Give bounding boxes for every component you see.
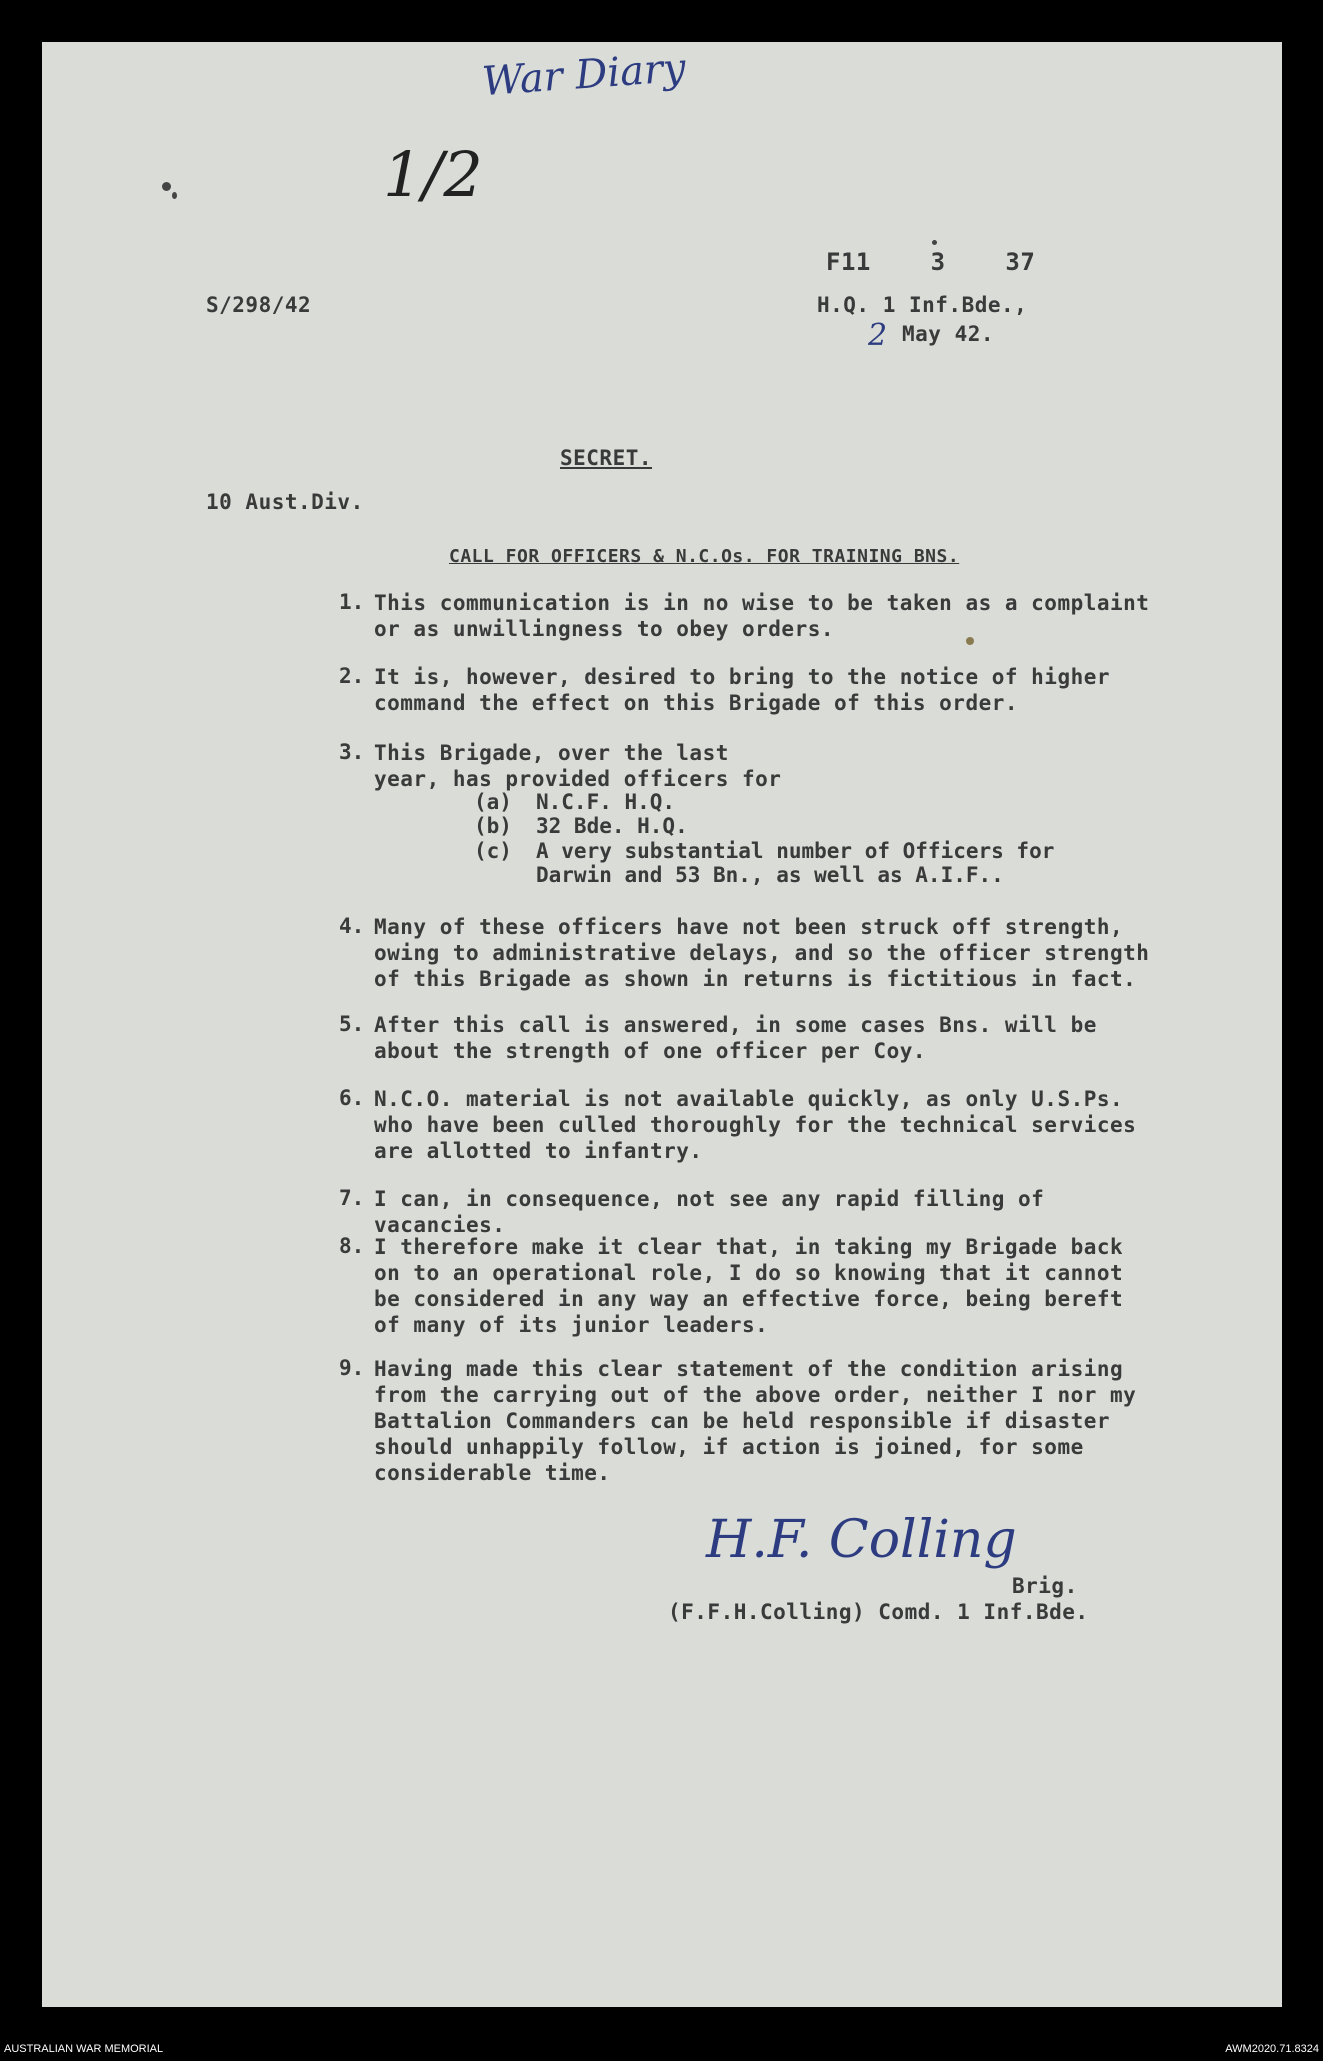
date-line: May 42. <box>902 322 995 346</box>
subitem-label: (a) <box>474 790 512 814</box>
paragraph-number: 9. <box>339 1356 365 1380</box>
subitem-label: (c) <box>474 839 512 863</box>
addressee: 10 Aust.Div. <box>206 490 364 514</box>
paragraph-number: 7. <box>339 1186 365 1210</box>
paragraph-text: Having made this clear statement of the condition arising from the carrying out of the above order, neither I nor my Battalion Commanders can be held responsible if disaster should unhappily follow, if action is joined, for some considerable time. <box>374 1357 1137 1485</box>
signature-name: (F.F.H.Colling) Comd. 1 Inf.Bde. <box>668 1600 1089 1624</box>
document-reference: S/298/42 <box>206 293 312 317</box>
paragraph-number: 4. <box>339 914 365 938</box>
stain-mark <box>932 240 937 245</box>
subitem-text-continued: Darwin and 53 Bn., as well as A.I.F.. <box>536 863 1004 887</box>
file-reference: F11 3 37 <box>826 248 1036 276</box>
footer-left: AUSTRALIAN WAR MEMORIAL <box>4 2043 164 2055</box>
signature-handwritten: H.F. Colling <box>706 1510 1017 1570</box>
subitem-text: N.C.F. H.Q. <box>536 790 676 814</box>
stain-mark <box>172 192 177 199</box>
signature-rank: Brig. <box>1012 1574 1078 1598</box>
subitem-label: (b) <box>474 814 512 838</box>
subject-heading: CALL FOR OFFICERS & N.C.Os. FOR TRAINING BNS. <box>449 546 960 567</box>
paragraph-text: This Brigade, over the last year, has provided officers for <box>374 741 782 791</box>
paragraph-number: 1. <box>339 590 365 614</box>
paragraph-number: 6. <box>339 1086 365 1110</box>
folio-annotation: 1/2 <box>383 138 483 211</box>
paragraph-text: It is, however, desired to bring to the notice of higher command the effect on this Brigade of this order. <box>374 665 1111 715</box>
stain-mark <box>162 182 171 191</box>
paragraph-text: I can, in consequence, not see any rapid filling of vacancies. <box>374 1187 1045 1237</box>
subitem-text: A very substantial number of Officers for <box>536 839 1055 863</box>
paragraph-text: N.C.O. material is not available quickly, as only U.S.Ps. who have been culled thoroughly for the technical services are allotted to infantry. <box>374 1087 1137 1163</box>
war-diary-annotation: War Diary <box>480 44 688 106</box>
paragraph-number: 8. <box>339 1234 365 1258</box>
subitem-text: 32 Bde. H.Q. <box>536 814 688 838</box>
paragraph-text: After this call is answered, in some cases Bns. will be about the strength of one officer per Coy. <box>374 1013 1097 1063</box>
footer-right: AWM2020.71.8324 <box>1225 2043 1319 2055</box>
paragraph-number: 3. <box>339 740 365 764</box>
paragraph-text: I therefore make it clear that, in taking my Brigade back on to an operational role, I do so knowing that it cannot be considered in any way an effective force, being bereft of many of its junior leaders. <box>374 1235 1124 1337</box>
paragraph-text: This communication is in no wise to be taken as a complaint or as unwillingness to obey orders. <box>374 591 1150 641</box>
paragraph-text: Many of these officers have not been struck off strength, owing to administrative delays, and so the officer strength of this Brigade as shown in returns is fictitious in fact. <box>374 915 1150 991</box>
hq-line: H.Q. 1 Inf.Bde., <box>817 293 1028 317</box>
classification: SECRET. <box>560 446 653 470</box>
date-day-handwritten: 2 <box>868 318 888 353</box>
paragraph-number: 5. <box>339 1012 365 1036</box>
paragraph-number: 2. <box>339 664 365 688</box>
